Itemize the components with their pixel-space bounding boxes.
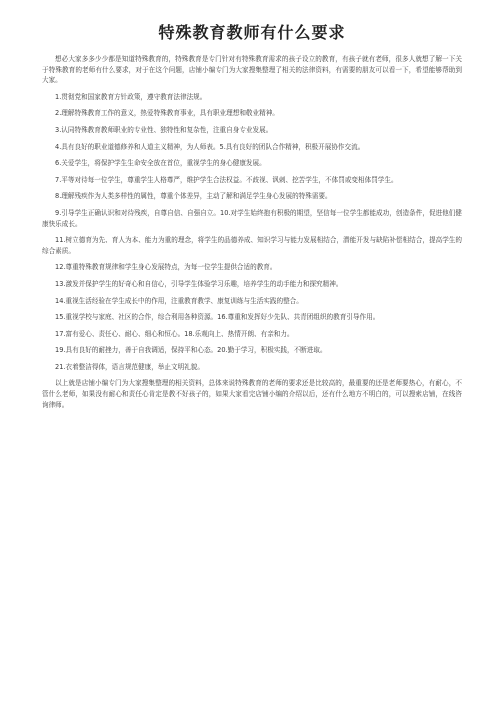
requirement-item-4-5: 4.具有良好的职业道德修养和人道主义精神，为人师表。5.具有良好的团队合作精神，积极开展协作交流。 [55,142,365,151]
requirement-item-19-20: 19.具有良好的耐挫力，善于自我调适，保持平和心态。20.勤于学习，积极实践，不断进取。 [55,346,327,355]
requirement-item-12: 12.尊重特殊教育规律和学生身心发展特点，为每一位学生提供合适的教育。 [55,263,277,272]
requirement-item-21: 21.衣着整洁得体，语言规范健康，举止文明礼貌。 [55,362,204,371]
requirement-item-7: 7.平等对待每一位学生，尊重学生人格尊严，维护学生合法权益。不歧视、讽刺、挖苦学生，不体罚或变相体罚学生。 [55,175,398,184]
requirement-item-6: 6.关爱学生，将保护学生生命安全放在首位，重视学生的身心健康发展。 [55,159,266,168]
requirement-item-8: 8.理解残疾作为人类多样性的属性，尊重个体差异，主动了解和满足学生身心发展的特殊需要。 [55,192,332,201]
document-title: 特殊教育教师有什么要求 [158,23,346,42]
requirement-item-9-10: 9.引导学生正确认识和对待残疾，自尊自信、自强自立。10.对学生始终抱有积极的期望，坚信每一位学生都能成功，创造条件，促进他们健康快乐成长。 [42,208,462,228]
requirement-item-17-18: 17.富有爱心、责任心、耐心、细心和恒心。18.乐观向上、热情开朗、有亲和力。 [55,329,294,338]
requirement-item-14: 14.重视生活经验在学生成长中的作用，注重教育教学、康复训练与生活实践的整合。 [55,296,303,305]
conclusion-paragraph: 以上就是店铺小编专门为大家搜集整理的相关资料，总体来说特殊教育的老师的要求还是比较高的，最重要的还是老师要热心，有耐心，不管什么老师，如果没有耐心和责任心肯定是教不好孩子的，如果大家看完店铺小编的介绍以后，还有什么地方不明白的，可以搜索店铺，在线咨询律师。 [42,379,462,409]
requirement-item-2: 2.理解特殊教育工作的意义，热爱特殊教育事业，具有职业理想和敬业精神。 [55,109,279,118]
requirement-item-11: 11.树立德育为先、育人为本、能力为重的理念，将学生的品德养成、知识学习与能力发展相结合，潜能开发与缺陷补偿相结合，提高学生的综合素质。 [42,236,462,255]
requirement-item-1: 1.贯彻党和国家教育方针政策，遵守教育法律法规。 [55,92,207,101]
requirement-item-3: 3.认同特殊教育教师职业的专业性、独特性和复杂性，注重自身专业发展。 [55,125,273,134]
requirement-item-13: 13.激发并保护学生的好奇心和自信心，引导学生体验学习乐趣，培养学生的动手能力和探究精神。 [55,279,343,288]
requirement-item-15-16: 15.重视学校与家庭、社区的合作，综合利用各种资源。16.尊重和发挥好少先队、共青团组织的教育引导作用。 [55,313,380,322]
intro-paragraph: 想必大家多多少少都是知道特殊教育的，特殊教育是专门针对有特殊教育需求的孩子设立的教育，有孩子就有老师，很多人就想了解一下关于特殊教育的老师有什么要求，对于在这个问题，店铺小编专门为大家搜集整理了相关的法律资料，有需要的朋友可以看一下，希望能够帮助到大家。 [42,55,462,85]
